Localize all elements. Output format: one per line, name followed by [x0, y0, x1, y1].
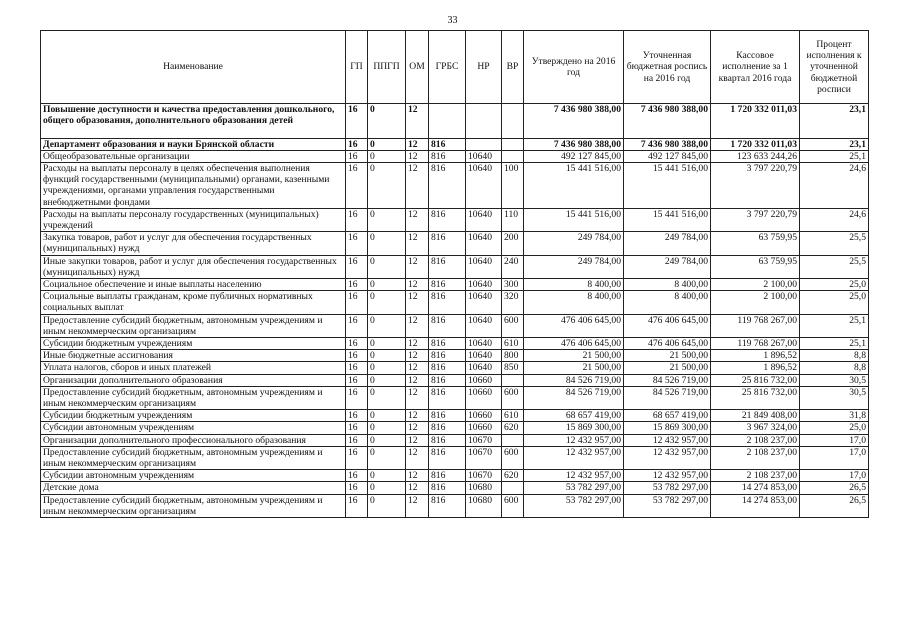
cell-gp: 16: [346, 422, 368, 434]
cell-ppgp: 0: [368, 446, 406, 469]
cell-cash: 119 768 267,00: [711, 338, 800, 350]
cell-approved: 492 127 845,00: [524, 150, 624, 162]
cell-refined: 84 526 719,00: [624, 374, 711, 386]
cell-name: Предоставление субсидий бюджетным, автономным учреждениям и иным некоммерческим организациям: [41, 386, 346, 409]
cell-approved: 15 869 300,00: [524, 422, 624, 434]
cell-percent: 25,1: [800, 338, 869, 350]
table-row: [41, 482, 869, 494]
cell-percent: 17,0: [800, 434, 869, 446]
col-header-om: ОМ: [406, 31, 429, 104]
cell-approved: 68 657 419,00: [524, 410, 624, 422]
cell-grbs: 816: [429, 208, 466, 231]
table-row: [41, 163, 869, 209]
cell-gp: 16: [346, 470, 368, 482]
cell-cash: 3 797 220,79: [711, 163, 800, 209]
cell-cash: 3 967 324,00: [711, 422, 800, 434]
cell-np: 10660: [466, 374, 502, 386]
cell-percent: 17,0: [800, 446, 869, 469]
cell-approved: 249 784,00: [524, 232, 624, 255]
cell-gp: 16: [346, 338, 368, 350]
cell-gp: 16: [346, 104, 368, 139]
cell-ppgp: 0: [368, 138, 406, 150]
cell-cash: 1 896,52: [711, 350, 800, 362]
cell-refined: 15 441 516,00: [624, 163, 711, 209]
budget-table: [40, 30, 869, 518]
table-row: [41, 232, 869, 255]
cell-approved: 21 500,00: [524, 362, 624, 374]
cell-percent: 26,5: [800, 482, 869, 494]
cell-gp: 16: [346, 138, 368, 150]
table-row: [41, 494, 869, 517]
table-row: [41, 314, 869, 337]
cell-percent: 25,5: [800, 232, 869, 255]
cell-ppgp: 0: [368, 291, 406, 314]
cell-om: 12: [406, 338, 429, 350]
cell-np: 10660: [466, 410, 502, 422]
cell-vr: 600: [502, 494, 524, 517]
cell-gp: 16: [346, 291, 368, 314]
cell-refined: 12 432 957,00: [624, 434, 711, 446]
cell-np: 10640: [466, 338, 502, 350]
table-row: [41, 422, 869, 434]
cell-ppgp: 0: [368, 374, 406, 386]
cell-grbs: 816: [429, 494, 466, 517]
cell-cash: 119 768 267,00: [711, 314, 800, 337]
cell-name: Субсидии бюджетным учреждениям: [41, 338, 346, 350]
cell-vr: [502, 374, 524, 386]
cell-om: 12: [406, 138, 429, 150]
cell-percent: 23,1: [800, 138, 869, 150]
table-row: [41, 386, 869, 409]
cell-ppgp: 0: [368, 338, 406, 350]
col-header-ppgp: ППГП: [368, 31, 406, 104]
cell-cash: 2 108 237,00: [711, 446, 800, 469]
cell-om: 12: [406, 434, 429, 446]
table-row: [41, 208, 869, 231]
cell-om: 12: [406, 232, 429, 255]
cell-percent: 8,8: [800, 362, 869, 374]
table-row: [41, 374, 869, 386]
cell-grbs: 816: [429, 350, 466, 362]
cell-approved: 84 526 719,00: [524, 374, 624, 386]
table-header-row: [41, 31, 869, 104]
cell-refined: 53 782 297,00: [624, 494, 711, 517]
cell-percent: 25,0: [800, 291, 869, 314]
cell-gp: 16: [346, 374, 368, 386]
cell-vr: 600: [502, 386, 524, 409]
table-row: [41, 104, 869, 139]
cell-om: 12: [406, 350, 429, 362]
cell-name: Субсидии автономным учреждениям: [41, 470, 346, 482]
cell-np: 10660: [466, 386, 502, 409]
cell-name: Предоставление субсидий бюджетным, автономным учреждениям и иным некоммерческим организациям: [41, 494, 346, 517]
cell-np: 10640: [466, 279, 502, 291]
cell-ppgp: 0: [368, 482, 406, 494]
cell-ppgp: 0: [368, 150, 406, 162]
cell-vr: 200: [502, 232, 524, 255]
cell-name: Повышение доступности и качества предоставления дошкольного, общего образования, дополнительного образования детей: [41, 104, 346, 139]
cell-np: 10640: [466, 163, 502, 209]
cell-grbs: 816: [429, 338, 466, 350]
cell-vr: 610: [502, 410, 524, 422]
table-row: [41, 150, 869, 162]
cell-percent: 23,1: [800, 104, 869, 139]
table-row: [41, 279, 869, 291]
cell-grbs: 816: [429, 150, 466, 162]
page-number: 33: [447, 15, 458, 26]
col-header-cash: Кассовое исполнение за 1 квартал 2016 года: [711, 31, 800, 104]
cell-approved: 8 400,00: [524, 291, 624, 314]
cell-om: 12: [406, 374, 429, 386]
cell-grbs: 816: [429, 410, 466, 422]
cell-refined: 12 432 957,00: [624, 446, 711, 469]
cell-gp: 16: [346, 255, 368, 278]
cell-vr: [502, 434, 524, 446]
cell-vr: 600: [502, 446, 524, 469]
cell-om: 12: [406, 255, 429, 278]
cell-np: 10640: [466, 291, 502, 314]
cell-om: 12: [406, 291, 429, 314]
cell-approved: 12 432 957,00: [524, 446, 624, 469]
cell-np: [466, 138, 502, 150]
table-row: [41, 255, 869, 278]
cell-refined: 7 436 980 388,00: [624, 104, 711, 139]
cell-om: 12: [406, 446, 429, 469]
cell-grbs: 816: [429, 482, 466, 494]
cell-om: 12: [406, 410, 429, 422]
cell-percent: 25,0: [800, 422, 869, 434]
cell-ppgp: 0: [368, 279, 406, 291]
cell-name: Расходы на выплаты персоналу в целях обеспечения выполнения функций государственными (муниципальными) органами, казенными учреждениями, органами управления государственными внебюджетными фондами: [41, 163, 346, 209]
cell-vr: [502, 104, 524, 139]
table-body: [41, 104, 869, 518]
cell-ppgp: 0: [368, 422, 406, 434]
cell-ppgp: 0: [368, 362, 406, 374]
cell-vr: 600: [502, 314, 524, 337]
cell-percent: 30,5: [800, 386, 869, 409]
cell-name: Общеобразовательные организации: [41, 150, 346, 162]
col-header-vr: ВР: [502, 31, 524, 104]
cell-om: 12: [406, 314, 429, 337]
cell-gp: 16: [346, 386, 368, 409]
cell-refined: 7 436 980 388,00: [624, 138, 711, 150]
cell-name: Субсидии автономным учреждениям: [41, 422, 346, 434]
cell-name: Иные бюджетные ассигнования: [41, 350, 346, 362]
cell-cash: 2 108 237,00: [711, 434, 800, 446]
cell-om: 12: [406, 470, 429, 482]
cell-name: Иные закупки товаров, работ и услуг для обеспечения государственных (муниципальных) нужд: [41, 255, 346, 278]
cell-np: 10670: [466, 470, 502, 482]
cell-vr: 320: [502, 291, 524, 314]
cell-om: 12: [406, 150, 429, 162]
cell-refined: 15 441 516,00: [624, 208, 711, 231]
cell-gp: 16: [346, 350, 368, 362]
cell-percent: 8,8: [800, 350, 869, 362]
cell-vr: 620: [502, 422, 524, 434]
cell-refined: 21 500,00: [624, 362, 711, 374]
cell-ppgp: 0: [368, 208, 406, 231]
cell-np: 10660: [466, 422, 502, 434]
cell-cash: 25 816 732,00: [711, 386, 800, 409]
cell-percent: 25,0: [800, 279, 869, 291]
cell-cash: 14 274 853,00: [711, 494, 800, 517]
cell-cash: 2 100,00: [711, 291, 800, 314]
cell-cash: 2 100,00: [711, 279, 800, 291]
cell-ppgp: 0: [368, 350, 406, 362]
cell-gp: 16: [346, 410, 368, 422]
cell-approved: 12 432 957,00: [524, 434, 624, 446]
cell-ppgp: 0: [368, 434, 406, 446]
cell-np: 10640: [466, 362, 502, 374]
cell-refined: 15 869 300,00: [624, 422, 711, 434]
cell-name: Предоставление субсидий бюджетным, автономным учреждениям и иным некоммерческим организациям: [41, 446, 346, 469]
cell-ppgp: 0: [368, 163, 406, 209]
cell-gp: 16: [346, 232, 368, 255]
cell-name: Организации дополнительного профессионального образования: [41, 434, 346, 446]
col-header-gp: ГП: [346, 31, 368, 104]
cell-ppgp: 0: [368, 104, 406, 139]
col-header-percent: Процент исполнения к уточненной бюджетной росписи: [800, 31, 869, 104]
cell-refined: 53 782 297,00: [624, 482, 711, 494]
cell-grbs: 816: [429, 291, 466, 314]
cell-name: Расходы на выплаты персоналу государственных (муниципальных) учреждений: [41, 208, 346, 231]
cell-name: Уплата налогов, сборов и иных платежей: [41, 362, 346, 374]
cell-percent: 24,6: [800, 163, 869, 209]
cell-grbs: 816: [429, 279, 466, 291]
cell-gp: 16: [346, 482, 368, 494]
cell-name: Социальное обеспечение и иные выплаты населению: [41, 279, 346, 291]
cell-gp: 16: [346, 208, 368, 231]
cell-ppgp: 0: [368, 386, 406, 409]
cell-grbs: 816: [429, 446, 466, 469]
cell-om: 12: [406, 208, 429, 231]
cell-vr: 800: [502, 350, 524, 362]
cell-ppgp: 0: [368, 232, 406, 255]
cell-vr: [502, 482, 524, 494]
cell-grbs: 816: [429, 422, 466, 434]
cell-gp: 16: [346, 434, 368, 446]
cell-gp: 16: [346, 446, 368, 469]
cell-om: 12: [406, 482, 429, 494]
cell-name: Социальные выплаты гражданам, кроме публичных нормативных социальных выплат: [41, 291, 346, 314]
cell-grbs: 816: [429, 138, 466, 150]
cell-approved: 53 782 297,00: [524, 494, 624, 517]
cell-ppgp: 0: [368, 255, 406, 278]
cell-percent: 30,5: [800, 374, 869, 386]
cell-cash: 1 720 332 011,03: [711, 104, 800, 139]
cell-name: Организации дополнительного образования: [41, 374, 346, 386]
cell-refined: 249 784,00: [624, 255, 711, 278]
table-row: [41, 446, 869, 469]
cell-name: Детские дома: [41, 482, 346, 494]
cell-refined: 476 406 645,00: [624, 338, 711, 350]
cell-approved: 21 500,00: [524, 350, 624, 362]
cell-np: [466, 104, 502, 139]
cell-vr: 100: [502, 163, 524, 209]
cell-grbs: [429, 104, 466, 139]
col-header-name: Наименование: [41, 31, 346, 104]
table-row: [41, 350, 869, 362]
cell-gp: 16: [346, 494, 368, 517]
cell-np: 10680: [466, 494, 502, 517]
cell-np: 10640: [466, 314, 502, 337]
cell-grbs: 816: [429, 232, 466, 255]
cell-approved: 15 441 516,00: [524, 208, 624, 231]
cell-gp: 16: [346, 314, 368, 337]
cell-grbs: 816: [429, 314, 466, 337]
cell-refined: 476 406 645,00: [624, 314, 711, 337]
cell-om: 12: [406, 163, 429, 209]
col-header-refined: Уточненная бюджетная роспись на 2016 год: [624, 31, 711, 104]
cell-name: Закупка товаров, работ и услуг для обеспечения государственных (муниципальных) нужд: [41, 232, 346, 255]
cell-approved: 15 441 516,00: [524, 163, 624, 209]
table-row: [41, 138, 869, 150]
cell-om: 12: [406, 279, 429, 291]
cell-approved: 12 432 957,00: [524, 470, 624, 482]
cell-refined: 492 127 845,00: [624, 150, 711, 162]
cell-vr: [502, 150, 524, 162]
cell-gp: 16: [346, 150, 368, 162]
cell-np: 10640: [466, 208, 502, 231]
cell-vr: 110: [502, 208, 524, 231]
col-header-grbs: ГРБС: [429, 31, 466, 104]
cell-approved: 53 782 297,00: [524, 482, 624, 494]
cell-approved: 7 436 980 388,00: [524, 138, 624, 150]
cell-grbs: 816: [429, 434, 466, 446]
cell-np: 10680: [466, 482, 502, 494]
cell-cash: 1 896,52: [711, 362, 800, 374]
cell-refined: 8 400,00: [624, 279, 711, 291]
cell-refined: 8 400,00: [624, 291, 711, 314]
cell-np: 10640: [466, 232, 502, 255]
cell-refined: 21 500,00: [624, 350, 711, 362]
cell-refined: 12 432 957,00: [624, 470, 711, 482]
cell-cash: 14 274 853,00: [711, 482, 800, 494]
cell-grbs: 816: [429, 374, 466, 386]
cell-ppgp: 0: [368, 470, 406, 482]
cell-om: 12: [406, 362, 429, 374]
cell-percent: 24,6: [800, 208, 869, 231]
cell-grbs: 816: [429, 255, 466, 278]
cell-grbs: 816: [429, 470, 466, 482]
cell-cash: 123 633 244,26: [711, 150, 800, 162]
cell-ppgp: 0: [368, 410, 406, 422]
cell-gp: 16: [346, 163, 368, 209]
table-row: [41, 338, 869, 350]
table-row: [41, 291, 869, 314]
cell-vr: 620: [502, 470, 524, 482]
cell-np: 10670: [466, 434, 502, 446]
col-header-approved: Утверждено на 2016 год: [524, 31, 624, 104]
cell-refined: 84 526 719,00: [624, 386, 711, 409]
table-row: [41, 362, 869, 374]
cell-grbs: 816: [429, 362, 466, 374]
cell-approved: 84 526 719,00: [524, 386, 624, 409]
cell-approved: 7 436 980 388,00: [524, 104, 624, 139]
cell-refined: 249 784,00: [624, 232, 711, 255]
cell-refined: 68 657 419,00: [624, 410, 711, 422]
cell-gp: 16: [346, 362, 368, 374]
cell-vr: 300: [502, 279, 524, 291]
cell-name: Субсидии бюджетным учреждениям: [41, 410, 346, 422]
cell-om: 12: [406, 494, 429, 517]
cell-cash: 1 720 332 011,03: [711, 138, 800, 150]
cell-cash: 63 759,95: [711, 255, 800, 278]
cell-percent: 17,0: [800, 470, 869, 482]
cell-gp: 16: [346, 279, 368, 291]
table-row: [41, 434, 869, 446]
cell-om: 12: [406, 386, 429, 409]
cell-percent: 31,8: [800, 410, 869, 422]
cell-cash: 21 849 408,00: [711, 410, 800, 422]
cell-percent: 25,1: [800, 150, 869, 162]
cell-np: 10670: [466, 446, 502, 469]
cell-vr: [502, 138, 524, 150]
col-header-np: НР: [466, 31, 502, 104]
cell-cash: 63 759,95: [711, 232, 800, 255]
cell-np: 10640: [466, 350, 502, 362]
cell-vr: 850: [502, 362, 524, 374]
cell-cash: 3 797 220,79: [711, 208, 800, 231]
cell-approved: 249 784,00: [524, 255, 624, 278]
cell-approved: 476 406 645,00: [524, 338, 624, 350]
cell-percent: 25,5: [800, 255, 869, 278]
cell-ppgp: 0: [368, 494, 406, 517]
cell-grbs: 816: [429, 163, 466, 209]
cell-percent: 26,5: [800, 494, 869, 517]
cell-om: 12: [406, 422, 429, 434]
cell-approved: 476 406 645,00: [524, 314, 624, 337]
cell-cash: 25 816 732,00: [711, 374, 800, 386]
table-row: [41, 470, 869, 482]
cell-percent: 25,1: [800, 314, 869, 337]
cell-grbs: 816: [429, 386, 466, 409]
cell-approved: 8 400,00: [524, 279, 624, 291]
cell-cash: 2 108 237,00: [711, 470, 800, 482]
cell-np: 10640: [466, 150, 502, 162]
cell-vr: 240: [502, 255, 524, 278]
cell-vr: 610: [502, 338, 524, 350]
cell-np: 10640: [466, 255, 502, 278]
cell-om: 12: [406, 104, 429, 139]
table-row: [41, 410, 869, 422]
cell-name: Предоставление субсидий бюджетным, автономным учреждениям и иным некоммерческим организациям: [41, 314, 346, 337]
cell-name: Департамент образования и науки Брянской области: [41, 138, 346, 150]
cell-ppgp: 0: [368, 314, 406, 337]
